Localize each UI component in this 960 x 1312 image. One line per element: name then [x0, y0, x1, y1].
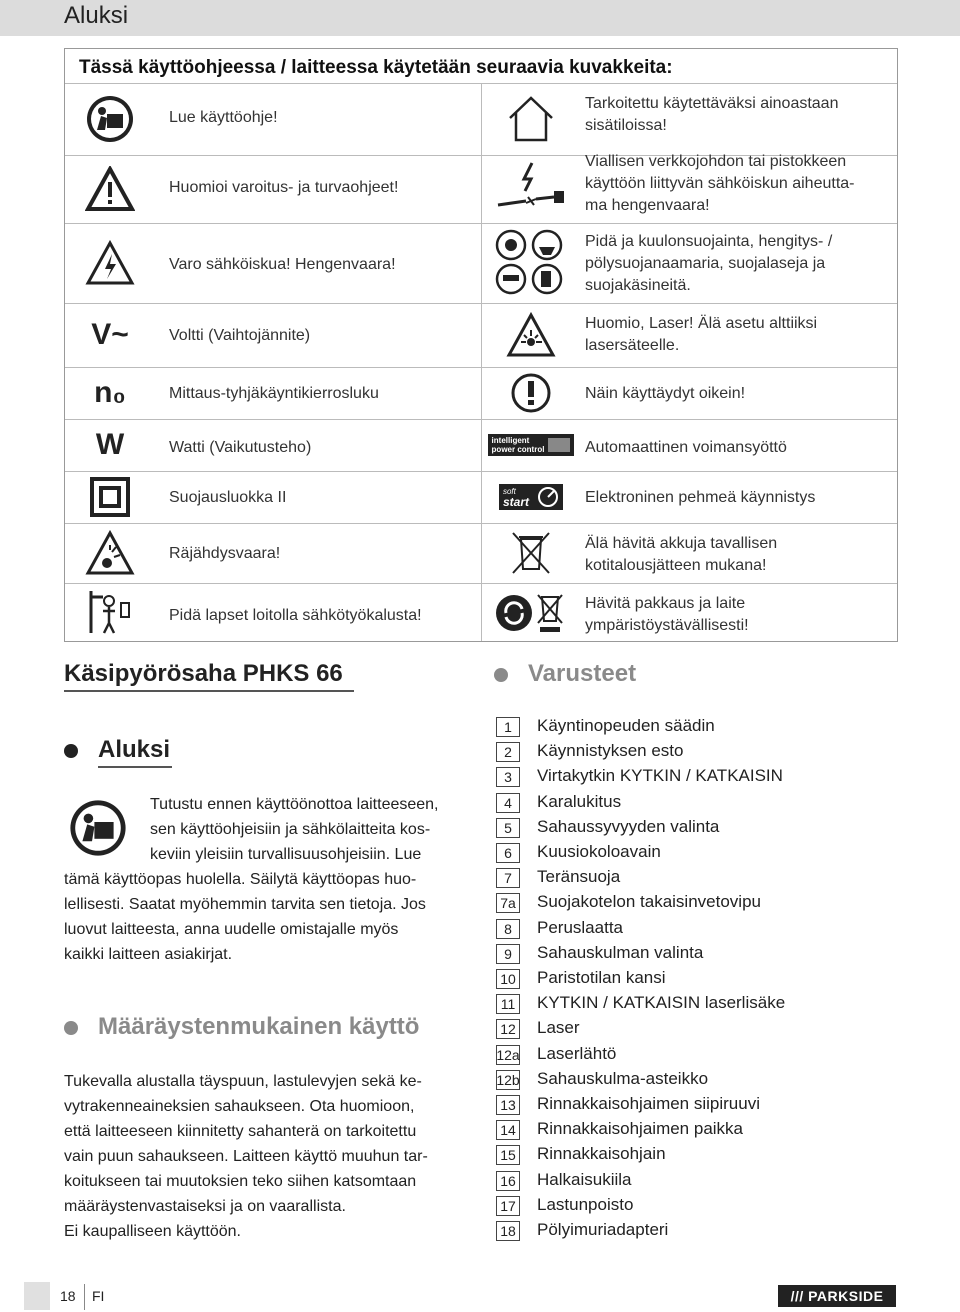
symbol-text-recycle: [585, 593, 885, 637]
part-label: Pölyimuriadapteri: [537, 1220, 669, 1239]
no-load-speed-icon: [65, 369, 155, 417]
part-label: Lastunpoisto: [537, 1195, 634, 1214]
intro-text: [64, 867, 426, 967]
part-label: Peruslaatta: [537, 918, 623, 937]
part-number-box: 6: [496, 843, 520, 863]
text-line: tämä käyttöopas huolella. Säilytä käyttöopas huo-: [64, 871, 417, 888]
soft-start-icon: [481, 473, 581, 521]
text-line: Tutustu ennen käyttöönottoa laitteeseen,: [150, 796, 439, 813]
part-label: Rinnakkaisohjain: [537, 1144, 666, 1163]
part-number-box: 12a: [496, 1047, 520, 1063]
symbol-line: Elektroninen pehmeä käynnistys: [585, 489, 816, 506]
symbol-text-read-manual: Lue käyttöohje!: [169, 109, 278, 126]
part-label: Sahauskulman valinta: [537, 943, 704, 962]
footer-divider: [84, 1284, 85, 1310]
page-header-title: Aluksi: [64, 2, 129, 29]
symbol-text-power-control: [585, 437, 885, 459]
symbol-text-shock: Varo sähköiskua! Hengenvaara!: [169, 256, 396, 273]
part-label: Virtakytkin KYTKIN / KATKAISIN: [537, 766, 783, 785]
part-number-box: 3: [496, 767, 520, 787]
text-line: koitukseen tai muutoksien teko siihen katsomtaan: [64, 1173, 417, 1190]
part-number-box: 15: [496, 1145, 520, 1165]
row-divider: [65, 583, 897, 584]
part-label: Sahauskulma-asteikko: [537, 1069, 709, 1088]
volt-ac-icon: [65, 305, 155, 365]
text-line: että laitteeseen kiinnitetty sahanterä on tarkoitettu: [64, 1123, 417, 1140]
damaged-cable-icon: [481, 157, 581, 221]
part-label: Rinnakkaisohjaimen siipiruuvi: [537, 1094, 760, 1113]
intro-indented-text: [150, 792, 439, 867]
text-line: sen käyttöohjeisiin ja sähkölaitteita kos-: [150, 821, 431, 838]
symbol-line: Näin käyttäydyt oikein!: [585, 385, 746, 402]
product-title-underline: [64, 690, 354, 692]
section-bullet: [64, 1021, 78, 1035]
text-line: lellisesti. Saatat myöhemmin tarvita sen tietoja. Jos: [64, 896, 426, 913]
symbol-line: Pidä ja kuulonsuojainta, hengitys- /: [585, 233, 833, 250]
part-label: Sahaussyvyyden valinta: [537, 817, 720, 836]
symbol-text-warning: Huomioi varoitus- ja turvaohjeet!: [169, 179, 399, 196]
row-divider: [65, 303, 897, 304]
part-number-box: 17: [496, 1196, 520, 1216]
start-label: start: [502, 495, 529, 509]
text-line: keviin yleisiin turvallisuusohjeisiin. Lue: [150, 846, 422, 863]
section-bullet: [494, 668, 508, 682]
no-battery-bin-icon: [481, 525, 581, 581]
symbol-text-explosion: Räjähdysvaara!: [169, 545, 281, 562]
part-number-box: 9: [496, 944, 520, 964]
row-divider: [65, 471, 897, 472]
part-label: Laser: [537, 1018, 580, 1037]
warning-triangle-icon: [65, 157, 155, 221]
symbol-text-ppe: [585, 231, 885, 297]
watt-icon: [65, 421, 155, 469]
part-number-box: 5: [496, 818, 520, 838]
intended-use-title: Määräystenmukainen käyttö: [98, 1013, 420, 1040]
brand-logo: /// PARKSIDE: [778, 1285, 896, 1307]
text-line: luovut laitteesta, anna uudelle omistajalle myös: [64, 921, 399, 938]
symbol-text-soft-start: [585, 487, 885, 509]
footer-tab: [24, 1282, 50, 1310]
part-number-box: 18: [496, 1221, 520, 1241]
part-number-box: 8: [496, 919, 520, 939]
part-number-box: 12b: [496, 1072, 520, 1088]
symbol-line: Huomio, Laser! Älä asetu alttiiksi: [585, 315, 818, 332]
row-divider: [65, 83, 897, 84]
symbol-line: Älä hävitä akkuja tavallisen: [585, 535, 778, 552]
text-line: Tukevalla alustalla täyspuun, lastulevyjen sekä ke-: [64, 1073, 422, 1090]
keep-children-away-icon: [65, 585, 155, 641]
part-number-box: 16: [496, 1171, 520, 1191]
part-label: Kuusiokoloavain: [537, 842, 661, 861]
part-label: Käynnistyksen esto: [537, 741, 684, 760]
symbol-line: lasersäteelle.: [585, 337, 680, 354]
protection-class-2-icon: [65, 473, 155, 521]
speed-glyph: n₀: [94, 376, 126, 409]
symbol-text-children: Pidä lapset loitolla sähkötyökalusta!: [169, 607, 422, 624]
part-label: Suojakotelon takaisinvetovipu: [537, 892, 761, 911]
symbol-line: ympäristöystävällisesti!: [585, 617, 749, 634]
part-number-box: 1: [496, 717, 520, 737]
part-number-box: 14: [496, 1120, 520, 1140]
page-number: 18: [60, 1288, 76, 1304]
symbol-line: Hävitä pakkaus ja laite: [585, 595, 746, 612]
symbol-line: ma hengenvaara!: [585, 197, 710, 214]
product-title: Käsipyörösaha PHKS 66: [64, 660, 343, 687]
symbols-heading: Tässä käyttöohjeessa / laitteessa käytetään seuraavia kuvakkeita:: [79, 57, 673, 78]
symbol-text-battery: [585, 533, 885, 577]
text-line: vain puun sahaukseen. Laitteen käyttö muuhun tar-: [64, 1148, 428, 1165]
row-divider: [65, 223, 897, 224]
symbol-text-volt: Voltti (Vaihtojännite): [169, 327, 311, 344]
text-line: vytrakenneaineksien sahaukseen. Ota huomioon,: [64, 1098, 415, 1115]
row-divider: [65, 419, 897, 420]
intelligent-power-control-icon: [481, 421, 581, 469]
indoor-use-icon: [481, 85, 581, 153]
part-number-box: 13: [496, 1095, 520, 1115]
intro-title: Aluksi: [98, 736, 171, 763]
part-label: KYTKIN / KATKAISIN laserlisäke: [537, 993, 786, 1012]
part-label: Paristotilan kansi: [537, 968, 666, 987]
symbol-text-laser: [585, 313, 885, 357]
symbol-line: pölysuojanaamaria, suojalaseja ja: [585, 255, 826, 272]
recycle-icon: [481, 585, 581, 641]
read-manual-icon: [64, 796, 132, 860]
symbol-line: Automaattinen voimansyöttö: [585, 439, 787, 456]
part-label: Laserlähtö: [537, 1044, 617, 1063]
ipc-label-bottom: power control: [491, 445, 545, 454]
part-number-box: 7: [496, 868, 520, 888]
electric-shock-icon: [65, 225, 155, 301]
symbols-table: [64, 48, 898, 642]
symbol-line: sisätiloissa!: [585, 117, 667, 134]
symbol-text-speed: Mittaus-tyhjäkäyntikierrosluku: [169, 385, 379, 402]
watt-glyph: W: [95, 428, 125, 461]
symbol-line: suojakäsineitä.: [585, 277, 691, 294]
language-code: FI: [92, 1288, 105, 1304]
intro-title-underline: [98, 766, 172, 768]
section-bullet: [64, 744, 78, 758]
symbol-text-protection: Suojausluokka II: [169, 489, 287, 506]
read-manual-icon: [65, 85, 155, 153]
ppe-icon: [481, 225, 581, 301]
part-label: Karalukitus: [537, 792, 622, 811]
exclamation-icon: [481, 369, 581, 417]
explosion-icon: [65, 525, 155, 581]
soft-label: soft: [502, 487, 516, 496]
volt-glyph: V~: [91, 318, 129, 351]
part-number-box: 12: [496, 1019, 520, 1039]
part-label: Halkaisukiila: [537, 1170, 632, 1189]
symbol-text-watt: Watti (Vaikutusteho): [169, 439, 312, 456]
part-number-box: 4: [496, 793, 520, 813]
text-line: määräystenvastaiseksi ja on vaarallista.: [64, 1198, 346, 1215]
symbol-line: kotitalousjätteen mukana!: [585, 557, 767, 574]
symbol-line: Tarkoitettu käytettäväksi ainoastaan: [585, 95, 839, 112]
symbol-text-cable: [585, 151, 885, 217]
row-divider: [65, 367, 897, 368]
part-label: Teränsuoja: [537, 867, 621, 886]
laser-icon: [481, 305, 581, 365]
text-line: kaikki laitteen asiakirjat.: [64, 946, 233, 963]
text-line: Ei kaupalliseen käyttöön.: [64, 1223, 241, 1240]
header-bar: [0, 0, 960, 36]
symbol-text-indoor: [585, 93, 885, 137]
part-label: Rinnakkaisohjaimen paikka: [537, 1119, 744, 1138]
part-number-box: 2: [496, 742, 520, 762]
part-number-box: 10: [496, 969, 520, 989]
part-number-box: 7a: [496, 893, 520, 913]
symbol-text-correct: [585, 383, 885, 405]
equipment-title: Varusteet: [528, 660, 637, 687]
symbol-line: Viallisen verkkojohdon tai pistokkeen: [585, 153, 847, 170]
row-divider: [65, 523, 897, 524]
ipc-label-top: intelligent: [491, 436, 530, 445]
intended-use-text: [64, 1069, 428, 1244]
part-label: Käyntinopeuden säädin: [537, 716, 715, 735]
symbol-line: käyttöön liittyvän sähköiskun aiheutta-: [585, 175, 855, 192]
part-number-box: 11: [496, 994, 520, 1014]
